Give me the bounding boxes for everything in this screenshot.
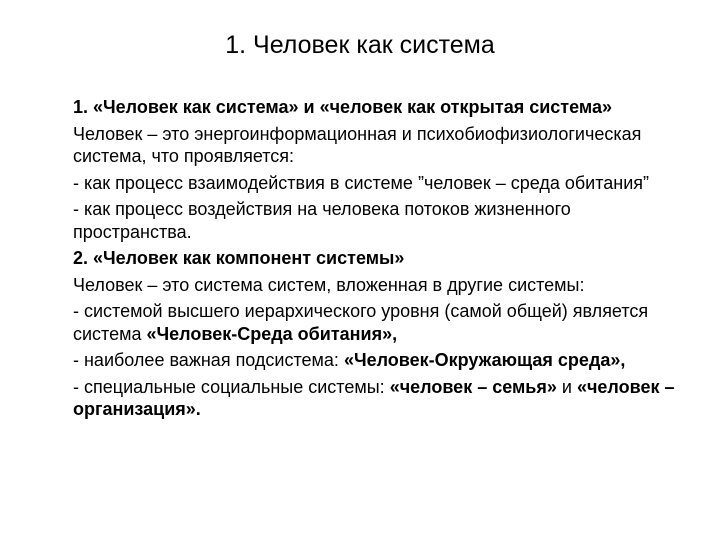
section-heading-2 (73, 247, 683, 270)
list-item-connector: и (556, 376, 577, 397)
list-item-emphasis: «Человек-Среда обитания», (146, 323, 398, 344)
list-item-interaction: - как процесс взаимодействия в системе ”человек – среда обитания” (73, 172, 650, 193)
paragraph-definition-2: Человек – это система систем, вложенная в другие системы: (73, 274, 585, 295)
list-item-emphasis-family: «человек – семья» (389, 376, 557, 397)
section-heading-1 (73, 96, 683, 119)
slide-title: 1. Человек как система (225, 31, 495, 59)
list-item-highest-level (73, 300, 683, 345)
section-number-1: 1. (73, 97, 94, 117)
section-title-2: «Человек как компонент системы» (93, 248, 405, 268)
list-item-influence: - как процесс воздействия на человека потоков жизненного пространства. (73, 199, 571, 242)
slide-body (73, 96, 683, 425)
list-item-text: - специальные социальные системы: (73, 376, 390, 397)
section-title-1: «Человек как система» и «человек как открытая система» (93, 97, 612, 117)
list-item-emphasis: «Человек-Окружающая среда», (343, 350, 626, 370)
list-item-social-systems (73, 376, 683, 421)
list-item-text: - наиболее важная подсистема: (73, 350, 344, 370)
paragraph-definition-1: Человек – это энергоинформационная и психобиофизиологическая система, что проявляется: (73, 123, 642, 166)
list-item-emphasis-organization: «человек – организация». (73, 376, 675, 419)
list-item-text: - системой высшего иерархического уровня (самой общей) является система (73, 301, 649, 344)
list-item-subsystem (73, 349, 683, 372)
section-number-2: 2. (73, 248, 94, 268)
